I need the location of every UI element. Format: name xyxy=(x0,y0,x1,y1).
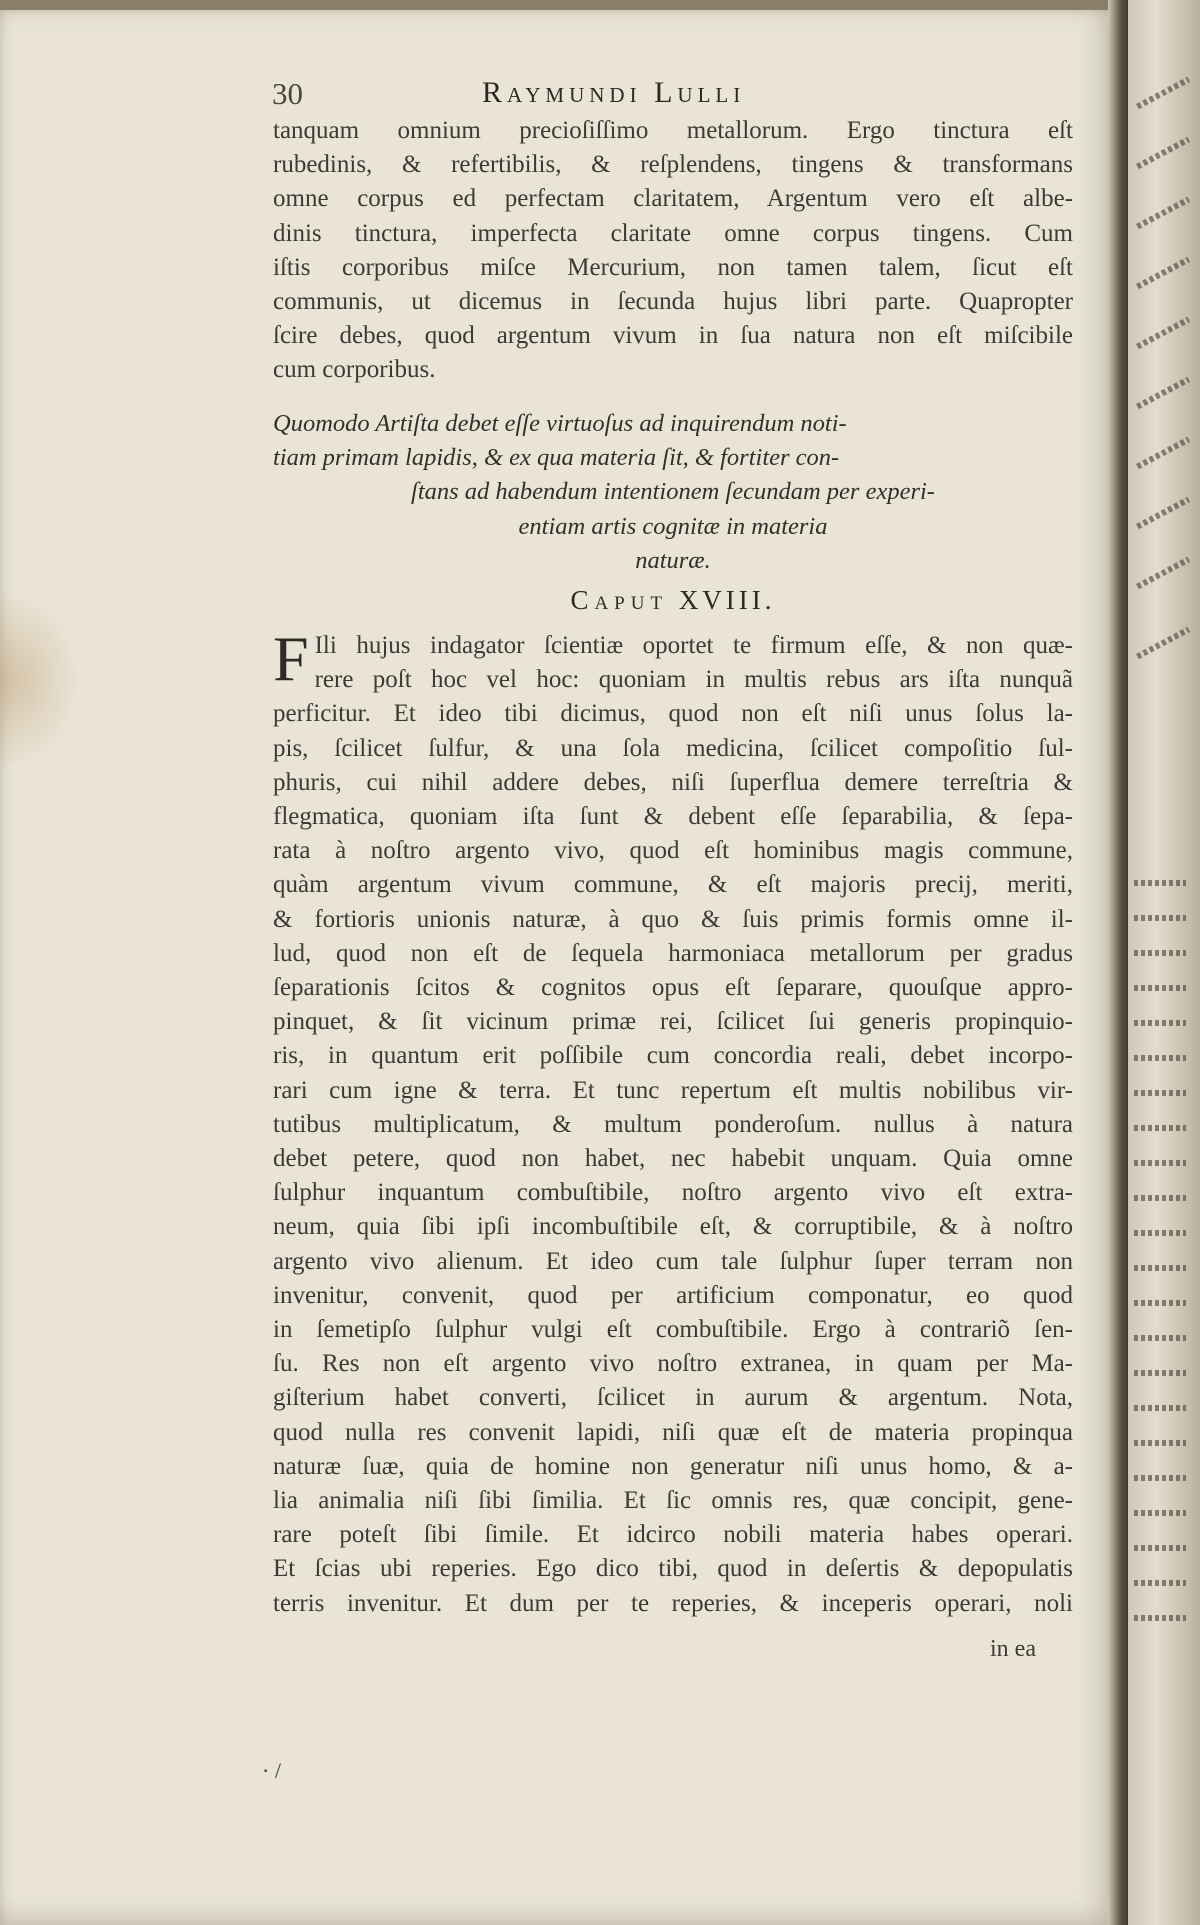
text-line: quod nulla res convenit lapidi, niſi quæ eſt de materia propinqua xyxy=(273,1418,1073,1446)
text-line: flegmatica, quoniam iſta ſunt & debent eſſe ſeparabilia, & ſepa- xyxy=(273,803,1073,831)
ghost-text-mark xyxy=(1134,1545,1186,1551)
ghost-text-mark xyxy=(1134,1265,1186,1271)
facing-page-edge xyxy=(1128,0,1200,1925)
ghost-text-mark xyxy=(1136,77,1190,110)
ghost-text-mark xyxy=(1134,1195,1186,1201)
paragraph-continued xyxy=(273,114,1073,388)
ghost-text-mark xyxy=(1134,1125,1186,1131)
page-top-edge xyxy=(0,0,1125,10)
ghost-text-mark xyxy=(1134,1580,1186,1586)
ghost-text-mark xyxy=(1136,197,1190,230)
text-line: neum, quia ſibi ipſi incombuſtibile eſt, & corruptibile, & à noſtro xyxy=(273,1213,1073,1241)
page-header xyxy=(272,76,1072,116)
ghost-text-mark xyxy=(1134,915,1186,921)
text-line: lia animalia niſi ſibi ſimilia. Et ſic omnis res, quæ concipit, gene- xyxy=(273,1487,1073,1515)
text-line: ris, in quantum erit poſſibile cum concordia reali, debet incorpo- xyxy=(273,1042,1073,1070)
text-line: dinis tinctura, imperfecta claritate omne corpus tingens. Cum xyxy=(273,219,1073,247)
folio-number: 30 xyxy=(272,76,303,111)
ghost-text-mark xyxy=(1134,1615,1186,1621)
text-line: Ili hujus indagator ſcientiæ oportet te firmum eſſe, & non quæ- xyxy=(314,632,1073,659)
rubric-line: entiam artis cognitæ in materia xyxy=(518,512,828,540)
text-line: Et ſcias ubi reperies. Ego dico tibi, quod in deſertis & depopulatis xyxy=(273,1555,1073,1583)
running-head: Raymundi Lulli xyxy=(482,76,746,109)
ghost-text-mark xyxy=(1136,317,1190,350)
ghost-text-mark xyxy=(1134,950,1186,956)
text-line: phuris, cui nihil addere debes, niſi ſuperflua demere terreſtria & xyxy=(273,768,1073,796)
text-line: tanquam omnium precioſiſſimo metallorum. Ergo tinctura eſt xyxy=(273,117,1073,144)
text-line: rubedinis, & refertibilis, & reſplendens, tingens & transformans xyxy=(273,151,1073,179)
chapter-prefix: Caput xyxy=(570,585,669,615)
ghost-text-mark xyxy=(1136,497,1190,530)
ghost-text-mark xyxy=(1136,437,1190,470)
text-line: pis, ſcilicet ſulfur, & una ſola medicina, ſcilicet compoſitio ſul- xyxy=(273,734,1073,762)
text-line: invenitur, convenit, quod per artificium componatur, eo quod xyxy=(273,1281,1073,1309)
ghost-text-mark xyxy=(1134,1510,1186,1516)
text-line: tutibus multiplicatum, & multum ponderoſum. nullus à natura xyxy=(273,1110,1073,1138)
text-line: giſterium habet converti, ſcilicet in aurum & argentum. Nota, xyxy=(273,1384,1073,1412)
text-line: omne corpus ed perfectam claritatem, Argentum vero eſt albe- xyxy=(273,185,1073,213)
text-line: in ſemetipſo ſulphur vulgi eſt combuſtibile. Ergo à contrariõ ſen- xyxy=(273,1316,1073,1344)
text-line: quàm argentum vivum commune, & eſt majoris precij, meriti, xyxy=(273,871,1073,899)
text-line: ſu. Res non eſt argento vivo noſtro extranea, in quam per Ma- xyxy=(273,1350,1073,1378)
ghost-text-mark xyxy=(1134,1335,1186,1341)
ghost-text-mark xyxy=(1134,1230,1186,1236)
text-line: ſeparationis ſcitos & cognitos opus eſt ſeparare, quouſque appro- xyxy=(273,974,1073,1002)
chapter-heading xyxy=(273,585,1073,616)
ghost-text-mark xyxy=(1134,1475,1186,1481)
ghost-text-mark xyxy=(1134,1160,1186,1166)
ghost-text-mark xyxy=(1134,880,1186,886)
text-line: terris invenitur. Et dum per te reperies, & inceperis operari, noli xyxy=(273,1589,1073,1617)
signature-mark: · / xyxy=(262,1758,281,1783)
text-line: pinquet, & ſit vicinum primæ rei, ſcilicet ſui generis propinquio- xyxy=(273,1008,1073,1036)
rubric-line: naturæ. xyxy=(635,546,711,574)
text-line: rere poſt hoc vel hoc: quoniam in multis rebus ars iſta nunquã xyxy=(314,666,1073,694)
ghost-text-mark xyxy=(1134,985,1186,991)
ghost-text-mark xyxy=(1136,377,1190,410)
ghost-text-mark xyxy=(1136,257,1190,290)
ghost-text-mark xyxy=(1134,1020,1186,1026)
rubric-line: ſtans ad habendum intentionem ſecundam per experi- xyxy=(411,478,935,506)
ghost-text-mark xyxy=(1136,137,1190,170)
rubric-line: Quomodo Artiſta debet eſſe virtuoſus ad inquirendum noti- xyxy=(273,410,847,437)
book-gutter xyxy=(1108,0,1130,1925)
text-line: rata à noſtro argento vivo, quod eſt hominibus magis commune, xyxy=(273,837,1073,865)
ghost-text-mark xyxy=(1134,1090,1186,1096)
ghost-text-mark xyxy=(1134,1055,1186,1061)
chapter-body xyxy=(273,623,1073,1621)
ghost-text-mark xyxy=(1136,627,1190,660)
page-edge-stain xyxy=(0,590,80,770)
drop-cap: F xyxy=(273,623,309,694)
text-line: rari cum igne & terra. Et tunc repertum eſt multis nobilibus vir- xyxy=(273,1076,1073,1104)
chapter-number: XVIII. xyxy=(678,585,776,615)
text-line: lud, quod non eſt de ſequela harmoniaca metallorum per gradus xyxy=(273,939,1073,967)
ghost-text-mark xyxy=(1134,1405,1186,1411)
text-line: cum corporibus. xyxy=(273,356,436,384)
text-line: rare poteſt ſibi ſimile. Et idcirco nobili materia habes operari. xyxy=(273,1521,1073,1549)
ghost-text-mark xyxy=(1134,1370,1186,1376)
chapter-rubric xyxy=(273,407,1073,578)
text-line: & fortioris unionis naturæ, à quo & ſuis primis formis omne il- xyxy=(273,905,1073,933)
text-line: naturæ ſuæ, quia de homine non generatur niſi unus homo, & a- xyxy=(273,1452,1073,1480)
ghost-text-mark xyxy=(1134,1440,1186,1446)
ghost-text-mark xyxy=(1136,557,1190,590)
text-line: perficitur. Et ideo tibi dicimus, quod non eſt niſi unus ſolus la- xyxy=(273,700,1073,728)
text-line: ſulphur inquantum combuſtibile, noſtro argento vivo eſt extra- xyxy=(273,1179,1073,1207)
rubric-line: tiam primam lapidis, & ex qua materia ſit, & fortiter con- xyxy=(273,444,840,472)
text-line: iſtis corporibus miſce Mercurium, non tamen talem, ſicut eſt xyxy=(273,253,1073,281)
text-line: communis, ut dicemus in ſecunda hujus libri parte. Quapropter xyxy=(273,288,1073,316)
text-line: argento vivo alienum. Et ideo cum tale ſulphur ſuper terram non xyxy=(273,1247,1073,1275)
text-line: ſcire debes, quod argentum vivum in ſua natura non eſt miſcibile xyxy=(273,322,1073,350)
catchword: in ea xyxy=(990,1636,1036,1662)
ghost-text-mark xyxy=(1134,1300,1186,1306)
text-line: debet petere, quod non habet, nec habebit unquam. Quia omne xyxy=(273,1145,1073,1173)
